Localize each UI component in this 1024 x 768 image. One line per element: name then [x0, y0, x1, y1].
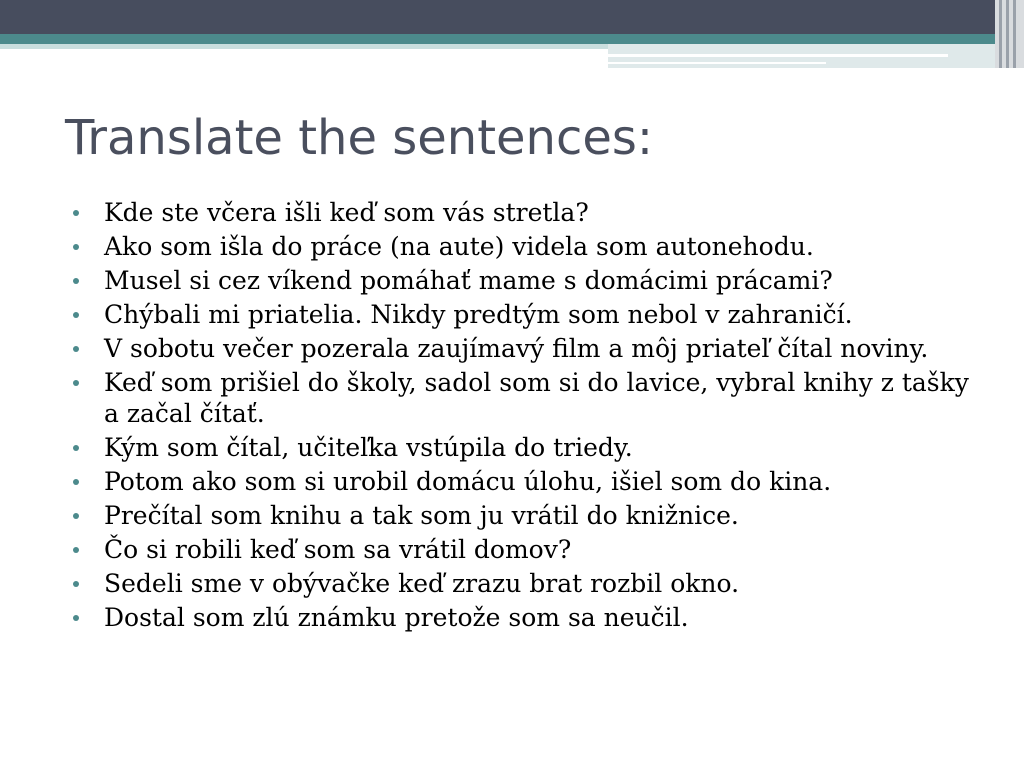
list-item: [73, 333, 973, 364]
header-light-band: [0, 44, 608, 49]
bullet-dot-icon: [73, 380, 79, 386]
list-item: [73, 432, 973, 463]
list-item: [73, 265, 973, 296]
bullet-dot-icon: [73, 278, 79, 284]
list-item: [73, 197, 973, 228]
list-item: [73, 568, 973, 599]
bullet-text: Kým som čítal, učiteľka vstúpila do triedy.: [104, 433, 633, 462]
bullet-list: [73, 197, 973, 636]
slide-title: Translate the sentences:: [65, 110, 654, 166]
list-item: [73, 231, 973, 262]
bullet-dot-icon: [73, 346, 79, 352]
list-item: [73, 500, 973, 531]
bullet-text: Kde ste včera išli keď som vás stretla?: [104, 198, 589, 227]
bullet-text: Keď som prišiel do školy, sadol som si do lavice, vybral knihy z tašky a začal čítať.: [104, 368, 969, 428]
header-dark-band: [0, 0, 1024, 34]
bullet-text: Potom ako som si urobil domácu úlohu, išiel som do kina.: [104, 467, 832, 496]
bullet-text: Sedeli sme v obývačke keď zrazu brat rozbil okno.: [104, 569, 740, 598]
bullet-dot-icon: [73, 312, 79, 318]
header-right-strip: [995, 0, 1024, 68]
list-item: [73, 602, 973, 633]
bullet-dot-icon: [73, 513, 79, 519]
header-right-line: [608, 62, 826, 64]
bullet-text: Prečítal som knihu a tak som ju vrátil do knižnice.: [104, 501, 739, 530]
bullet-dot-icon: [73, 244, 79, 250]
bullet-dot-icon: [73, 547, 79, 553]
bullet-text: Musel si cez víkend pomáhať mame s domácimi prácami?: [104, 266, 833, 295]
header-right-line: [608, 54, 948, 57]
bullet-text: Dostal som zlú známku pretože som sa neučil.: [104, 603, 689, 632]
bullet-dot-icon: [73, 581, 79, 587]
list-item: [73, 367, 973, 429]
list-item: [73, 534, 973, 565]
bullet-dot-icon: [73, 479, 79, 485]
bullet-dot-icon: [73, 445, 79, 451]
header-teal-band: [0, 34, 1024, 44]
bullet-text: Ako som išla do práce (na aute) videla som autonehodu.: [104, 232, 814, 261]
bullet-text: V sobotu večer pozerala zaujímavý film a môj priateľ čítal noviny.: [104, 334, 929, 363]
bullet-dot-icon: [73, 210, 79, 216]
bullet-text: Chýbali mi priatelia. Nikdy predtým som nebol v zahraničí.: [104, 300, 853, 329]
bullet-text: Čo si robili keď som sa vrátil domov?: [104, 535, 572, 564]
list-item: [73, 466, 973, 497]
list-item: [73, 299, 973, 330]
bullet-dot-icon: [73, 615, 79, 621]
